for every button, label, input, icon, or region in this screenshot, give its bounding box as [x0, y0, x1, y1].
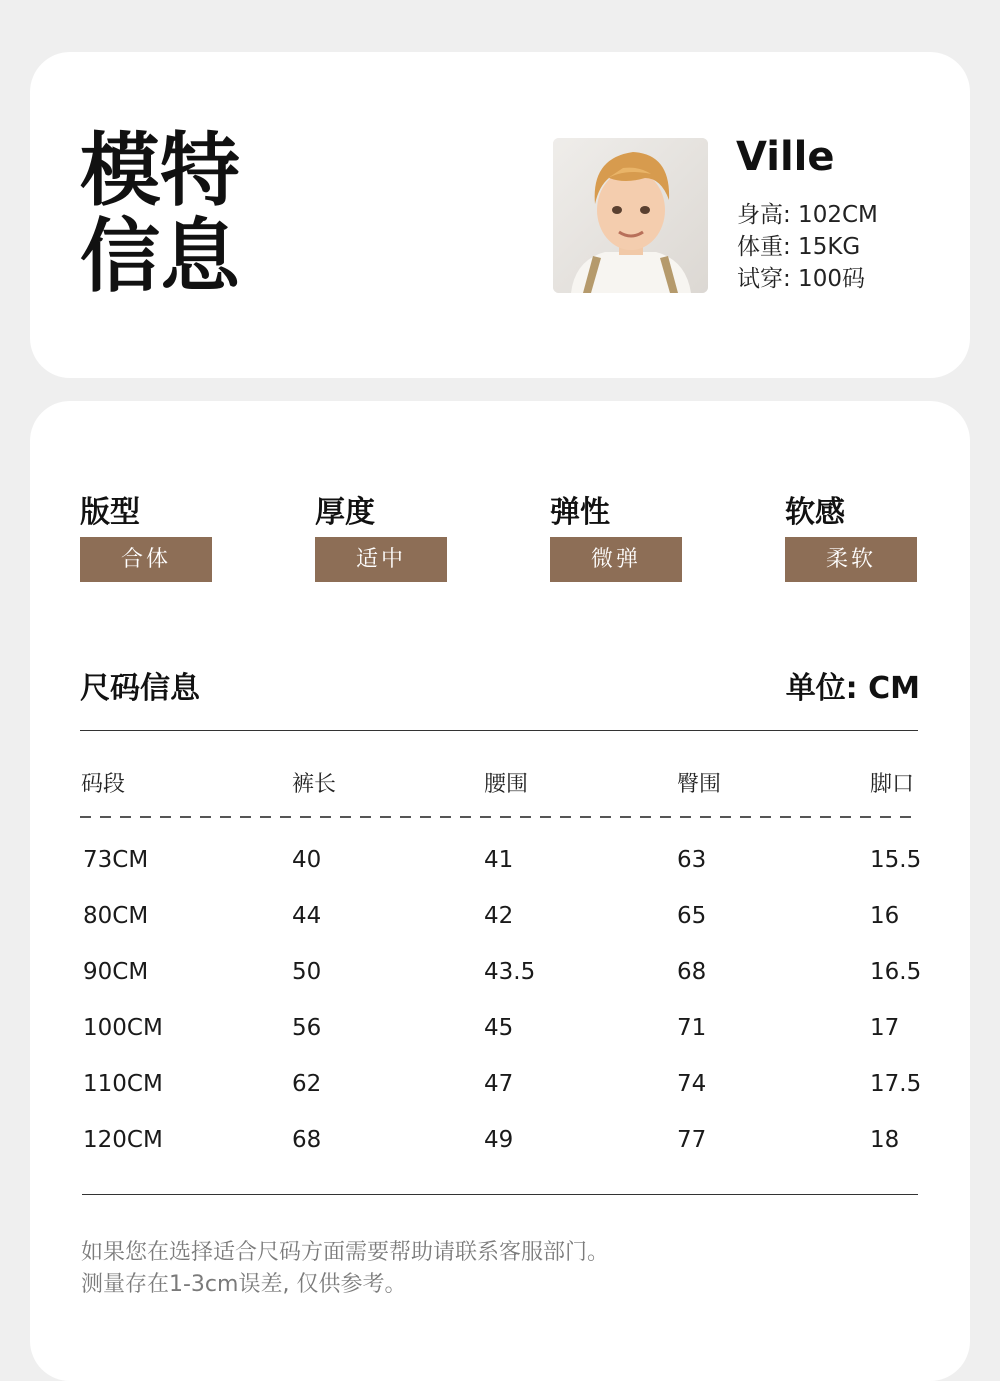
size-table-title: 尺码信息	[80, 671, 200, 706]
cell-leg-opening: 16.5	[870, 959, 922, 985]
table-bottom-rule	[82, 1194, 918, 1195]
cell-waist: 49	[484, 1127, 514, 1153]
attribute-tag: 合体	[80, 537, 212, 582]
table-row	[30, 1071, 970, 1127]
cell-length: 56	[292, 1015, 322, 1041]
cell-size: 90CM	[83, 959, 149, 985]
attribute-label: 厚度	[315, 495, 375, 530]
attribute-thickness	[315, 493, 447, 582]
header-pants-length: 裤长	[292, 772, 337, 797]
cell-waist: 42	[484, 903, 514, 929]
cell-size: 120CM	[83, 1127, 163, 1153]
cell-size: 110CM	[83, 1071, 163, 1097]
attribute-label: 版型	[80, 495, 140, 530]
header-hip: 臀围	[677, 772, 722, 797]
cell-leg-opening: 17.5	[870, 1071, 922, 1097]
attribute-tag: 适中	[315, 537, 447, 582]
attribute-label: 弹性	[550, 495, 610, 530]
cell-waist: 43.5	[484, 959, 536, 985]
attribute-fit	[80, 493, 212, 582]
model-name: Ville	[736, 134, 835, 180]
note-line-help: 如果您在选择适合尺码方面需要帮助请联系客服部门。	[81, 1240, 610, 1265]
model-title-line-1: 模特	[80, 124, 240, 217]
attribute-tag: 柔软	[785, 537, 917, 582]
note-line-tolerance: 测量存在1-3cm误差, 仅供参考。	[81, 1272, 407, 1297]
cell-hip: 68	[677, 959, 707, 985]
size-note	[81, 1237, 609, 1301]
table-dashed-rule	[80, 816, 920, 818]
cell-waist: 41	[484, 847, 514, 873]
cell-hip: 71	[677, 1015, 707, 1041]
header-size-range: 码段	[81, 772, 126, 797]
model-height: 身高: 102CM	[737, 202, 878, 228]
cell-leg-opening: 16	[870, 903, 900, 929]
table-row	[30, 1127, 970, 1183]
attribute-elasticity	[550, 493, 682, 582]
attribute-softness	[785, 493, 917, 582]
cell-length: 40	[292, 847, 322, 873]
model-info-card	[30, 52, 970, 378]
cell-size: 100CM	[83, 1015, 163, 1041]
size-unit: 单位: CM	[785, 671, 920, 706]
table-top-rule	[80, 730, 918, 731]
cell-length: 62	[292, 1071, 322, 1097]
cell-waist: 45	[484, 1015, 514, 1041]
cell-hip: 77	[677, 1127, 707, 1153]
cell-size: 73CM	[83, 847, 149, 873]
cell-hip: 65	[677, 903, 707, 929]
size-table-body	[30, 847, 970, 1183]
table-row	[30, 903, 970, 959]
table-row	[30, 1015, 970, 1071]
size-table-header	[30, 767, 970, 797]
model-title-line-2: 信息	[80, 210, 240, 303]
table-row	[30, 847, 970, 903]
cell-leg-opening: 15.5	[870, 847, 922, 873]
model-info-title	[80, 124, 240, 303]
model-weight: 体重: 15KG	[737, 234, 861, 260]
cell-size: 80CM	[83, 903, 149, 929]
cell-length: 44	[292, 903, 322, 929]
cell-leg-opening: 17	[870, 1015, 900, 1041]
table-row	[30, 959, 970, 1015]
model-photo	[553, 138, 708, 293]
cell-waist: 47	[484, 1071, 514, 1097]
attribute-label: 软感	[785, 495, 845, 530]
cell-length: 50	[292, 959, 322, 985]
model-fitting-size: 试穿: 100码	[737, 266, 865, 292]
cell-hip: 74	[677, 1071, 707, 1097]
cell-length: 68	[292, 1127, 322, 1153]
size-info-card	[30, 401, 970, 1381]
header-leg-opening: 脚口	[870, 772, 915, 797]
cell-leg-opening: 18	[870, 1127, 900, 1153]
attribute-tag: 微弹	[550, 537, 682, 582]
model-stats	[737, 199, 878, 295]
child-portrait-image	[553, 138, 708, 293]
header-waist: 腰围	[484, 772, 529, 797]
cell-hip: 63	[677, 847, 707, 873]
